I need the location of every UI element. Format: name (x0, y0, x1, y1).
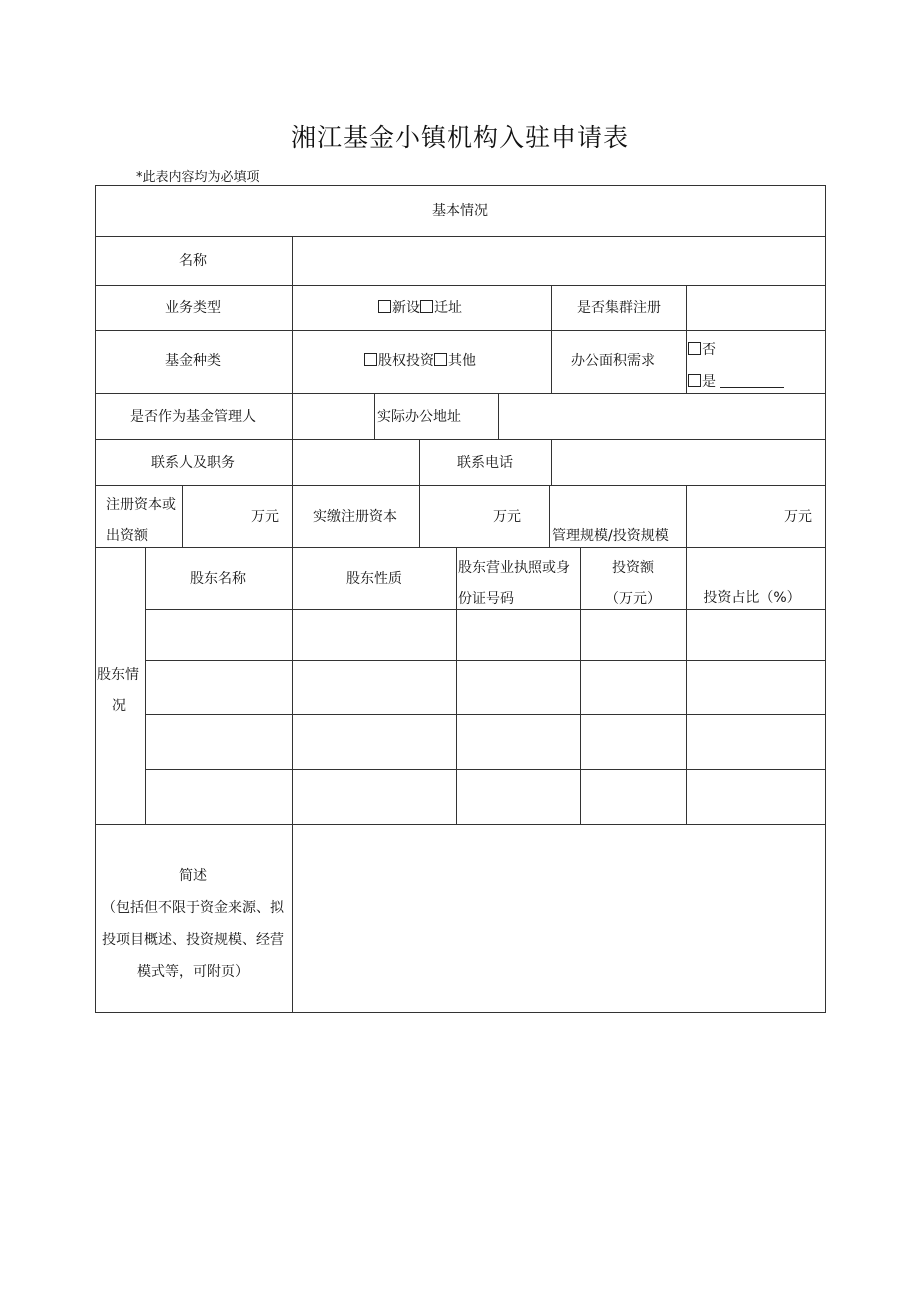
option-yes-label: 是 (702, 374, 716, 390)
col-header-name: 股东名称 (190, 571, 246, 587)
section-shareholders-line2: 况 (112, 698, 126, 714)
col-divider (549, 485, 550, 547)
checkbox-new[interactable] (378, 300, 391, 313)
table-border-top (95, 185, 826, 186)
label-business-type: 业务类型 (165, 300, 221, 316)
checkbox-no[interactable] (688, 342, 701, 355)
col-header-license-line1: 股东营业执照或身 (458, 560, 570, 576)
col-divider (374, 393, 375, 439)
col-header-nature: 股东性质 (346, 571, 402, 587)
col-header-ratio: 投资占比（%） (703, 590, 801, 606)
business-type-options (378, 299, 462, 317)
contact-cell[interactable] (293, 440, 419, 485)
label-office-address: 实际办公地址 (377, 409, 461, 425)
form-title: 湘江基金小镇机构入驻申请表 (290, 123, 629, 152)
option-equity-label: 股权投资 (378, 353, 434, 369)
col-header-amount-line2: （万元） (605, 591, 661, 607)
summary-desc-line1: （包括但不限于资金来源、拟 (102, 900, 284, 916)
label-office-area: 办公面积需求 (571, 353, 655, 369)
label-cluster-registration: 是否集群注册 (577, 300, 661, 316)
section-basic-info: 基本情况 (432, 203, 488, 219)
checkbox-move[interactable] (420, 300, 433, 313)
col-divider (419, 439, 420, 485)
label-fund-type: 基金种类 (165, 353, 221, 369)
required-note: *此表内容均为必填项 (136, 170, 260, 185)
label-paid-capital: 实缴注册资本 (313, 509, 397, 525)
label-is-manager: 是否作为基金管理人 (130, 409, 256, 425)
col-divider (292, 485, 293, 547)
row-divider (95, 485, 826, 486)
table-row[interactable] (146, 715, 825, 769)
col-divider (419, 485, 420, 547)
label-phone: 联系电话 (457, 455, 513, 471)
row-divider (95, 547, 826, 548)
label-management-scale: 管理规模/投资规模 (552, 528, 669, 544)
label-name: 名称 (179, 253, 207, 269)
is-manager-cell[interactable] (293, 394, 374, 439)
office-address-cell[interactable] (499, 394, 825, 439)
checkbox-yes[interactable] (688, 374, 701, 387)
table-border-left (95, 185, 96, 1013)
label-registered-capital-line2: 出资额 (106, 528, 148, 544)
row-divider (95, 330, 826, 331)
summary-label (102, 860, 284, 988)
office-area-option-yes (688, 373, 784, 391)
col-header-license-line2: 份证号码 (458, 591, 514, 607)
table-border-right (825, 185, 826, 1013)
office-area-option-no (688, 341, 716, 359)
summary-desc-line2: 投项目概述、投资规模、经营 (102, 932, 284, 948)
col-header-amount-line1: 投资额 (612, 560, 654, 576)
label-registered-capital (106, 490, 176, 552)
table-row[interactable] (146, 770, 825, 824)
col-header-license (458, 553, 570, 615)
summary-input-cell[interactable] (293, 825, 825, 1012)
unit-paid-capital: 万元 (493, 509, 521, 525)
checkbox-equity[interactable] (364, 353, 377, 366)
option-other-label: 其他 (448, 353, 476, 369)
summary-desc-line3: 模式等，可附页） (137, 964, 249, 980)
fund-type-options (364, 352, 476, 370)
option-new-label: 新设 (392, 300, 420, 316)
col-divider (686, 485, 687, 547)
summary-title: 简述 (179, 868, 207, 884)
col-divider (551, 285, 552, 393)
option-no-label: 否 (702, 342, 716, 358)
checkbox-other[interactable] (434, 353, 447, 366)
label-contact: 联系人及职务 (151, 455, 235, 471)
office-area-blank[interactable] (720, 373, 784, 388)
unit-management-scale: 万元 (784, 509, 812, 525)
table-row[interactable] (146, 661, 825, 714)
table-row[interactable] (146, 610, 825, 660)
name-input-cell[interactable] (293, 237, 825, 285)
col-divider (182, 485, 183, 547)
phone-cell[interactable] (552, 440, 825, 485)
section-shareholders (97, 660, 139, 722)
option-move-label: 迁址 (434, 300, 462, 316)
unit-registered-capital: 万元 (251, 509, 279, 525)
label-registered-capital-line1: 注册资本或 (106, 497, 176, 513)
section-shareholders-line1: 股东情 (97, 667, 139, 683)
cluster-registration-cell[interactable] (687, 286, 825, 330)
col-header-amount (605, 553, 661, 615)
table-border-bottom (95, 1012, 826, 1013)
